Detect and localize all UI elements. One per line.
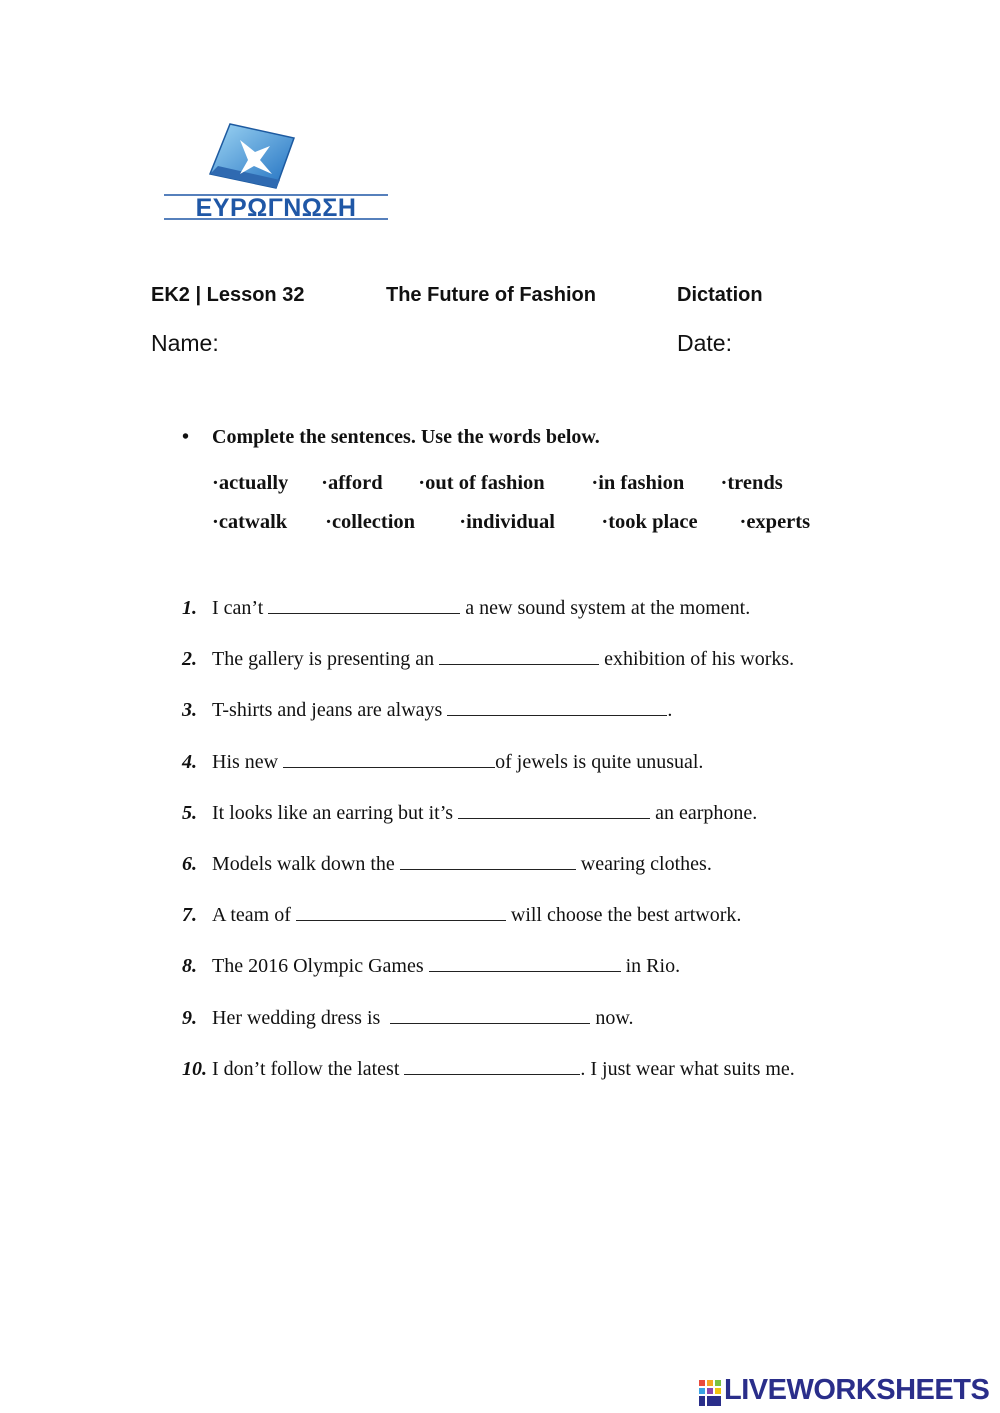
- sentence-before: The 2016 Olympic Games: [212, 955, 424, 978]
- answer-blank[interactable]: [429, 953, 621, 972]
- word-bank-row-1: [212, 472, 783, 495]
- item-number: 3.: [182, 699, 197, 722]
- blue-diamond-x-logo-icon: [160, 122, 392, 224]
- worksheet-type: Dictation: [677, 284, 763, 306]
- word-bank-word: ·took place: [601, 511, 698, 533]
- word-bank-word: ·catwalk: [212, 511, 288, 533]
- sentence-before: T-shirts and jeans are always: [212, 699, 443, 722]
- bullet-icon: •: [182, 426, 190, 448]
- logo-brand-text: ΕΥΡΩΓΝΩΣΗ: [195, 194, 357, 222]
- sentence-after: an earphone.: [655, 801, 758, 824]
- item-number: 4.: [182, 750, 197, 773]
- answer-blank[interactable]: [296, 902, 506, 921]
- sentence-item: [182, 902, 795, 953]
- word-bank-word: ·experts: [739, 511, 811, 533]
- sentence-before: His new: [212, 750, 279, 773]
- liveworksheets-wordmark: LIVEWORKSHEETS: [724, 1374, 990, 1406]
- sentence-before: The gallery is presenting an: [212, 648, 435, 671]
- item-number: 6.: [182, 852, 197, 875]
- word-bank-word: ·collection: [325, 511, 416, 533]
- sentence-item: [182, 646, 795, 697]
- sentence-list: [182, 595, 795, 1107]
- sentence-before: I can’t: [212, 597, 264, 619]
- sentence-item: [182, 697, 795, 748]
- sentence-after: . I just wear what suits me.: [580, 1057, 795, 1080]
- answer-blank[interactable]: [458, 800, 650, 819]
- word-bank-word: ·trends: [720, 472, 783, 494]
- item-number: 7.: [182, 904, 197, 927]
- sentence-before: Models walk down the: [212, 852, 395, 875]
- answer-blank[interactable]: [439, 646, 599, 665]
- sentence-item: [182, 800, 795, 851]
- sentence-after: now.: [595, 1006, 634, 1029]
- word-bank-word: ·out of fashion: [418, 472, 545, 494]
- sentence-after: exhibition of his works.: [604, 648, 795, 671]
- liveworksheets-logo-icon: [698, 1378, 722, 1408]
- word-bank-row-2: [212, 511, 810, 534]
- word-bank-word: ·actually: [212, 472, 289, 494]
- sentence-item: [182, 953, 795, 1004]
- sentence-after: a new sound system at the moment.: [465, 597, 751, 619]
- answer-blank[interactable]: [268, 595, 460, 614]
- euroknowledge-logo: [160, 122, 392, 224]
- sentence-after: of jewels is quite unusual.: [495, 750, 704, 773]
- sentence-before: It looks like an earring but it’s: [212, 801, 454, 824]
- sentence-item: [182, 749, 795, 800]
- sentence-item: [182, 595, 795, 646]
- item-number: 9.: [182, 1006, 197, 1029]
- worksheet-title: The Future of Fashion: [386, 284, 596, 306]
- sentence-item: [182, 1005, 795, 1056]
- item-number: 1.: [182, 597, 197, 619]
- sentence-before: Her wedding dress is: [212, 1006, 381, 1029]
- sentence-after: in Rio.: [625, 955, 681, 978]
- answer-blank[interactable]: [447, 697, 667, 716]
- sentence-item: [182, 1056, 795, 1107]
- word-bank-word: ·in fashion: [591, 472, 685, 494]
- item-number: 5.: [182, 801, 197, 824]
- sentence-after: .: [667, 699, 673, 722]
- answer-blank[interactable]: [404, 1056, 580, 1075]
- sentence-after: will choose the best artwork.: [510, 904, 742, 927]
- answer-blank[interactable]: [400, 851, 576, 870]
- answer-blank[interactable]: [390, 1005, 590, 1024]
- item-number: 2.: [182, 648, 197, 671]
- word-bank-word: ·afford: [321, 472, 383, 494]
- lesson-label: EK2 | Lesson 32: [151, 284, 305, 306]
- item-number: 10.: [182, 1057, 207, 1080]
- word-bank-word: ·individual: [459, 511, 555, 533]
- instructions-text: Complete the sentences. Use the words below.: [212, 426, 600, 448]
- sentence-after: wearing clothes.: [580, 852, 712, 875]
- item-number: 8.: [182, 955, 197, 978]
- date-label: Date:: [677, 330, 732, 356]
- sentence-before: A team of: [212, 904, 291, 927]
- name-label: Name:: [151, 330, 219, 356]
- answer-blank[interactable]: [283, 749, 495, 768]
- sentence-item: [182, 851, 795, 902]
- sentence-before: I don’t follow the latest: [212, 1057, 400, 1080]
